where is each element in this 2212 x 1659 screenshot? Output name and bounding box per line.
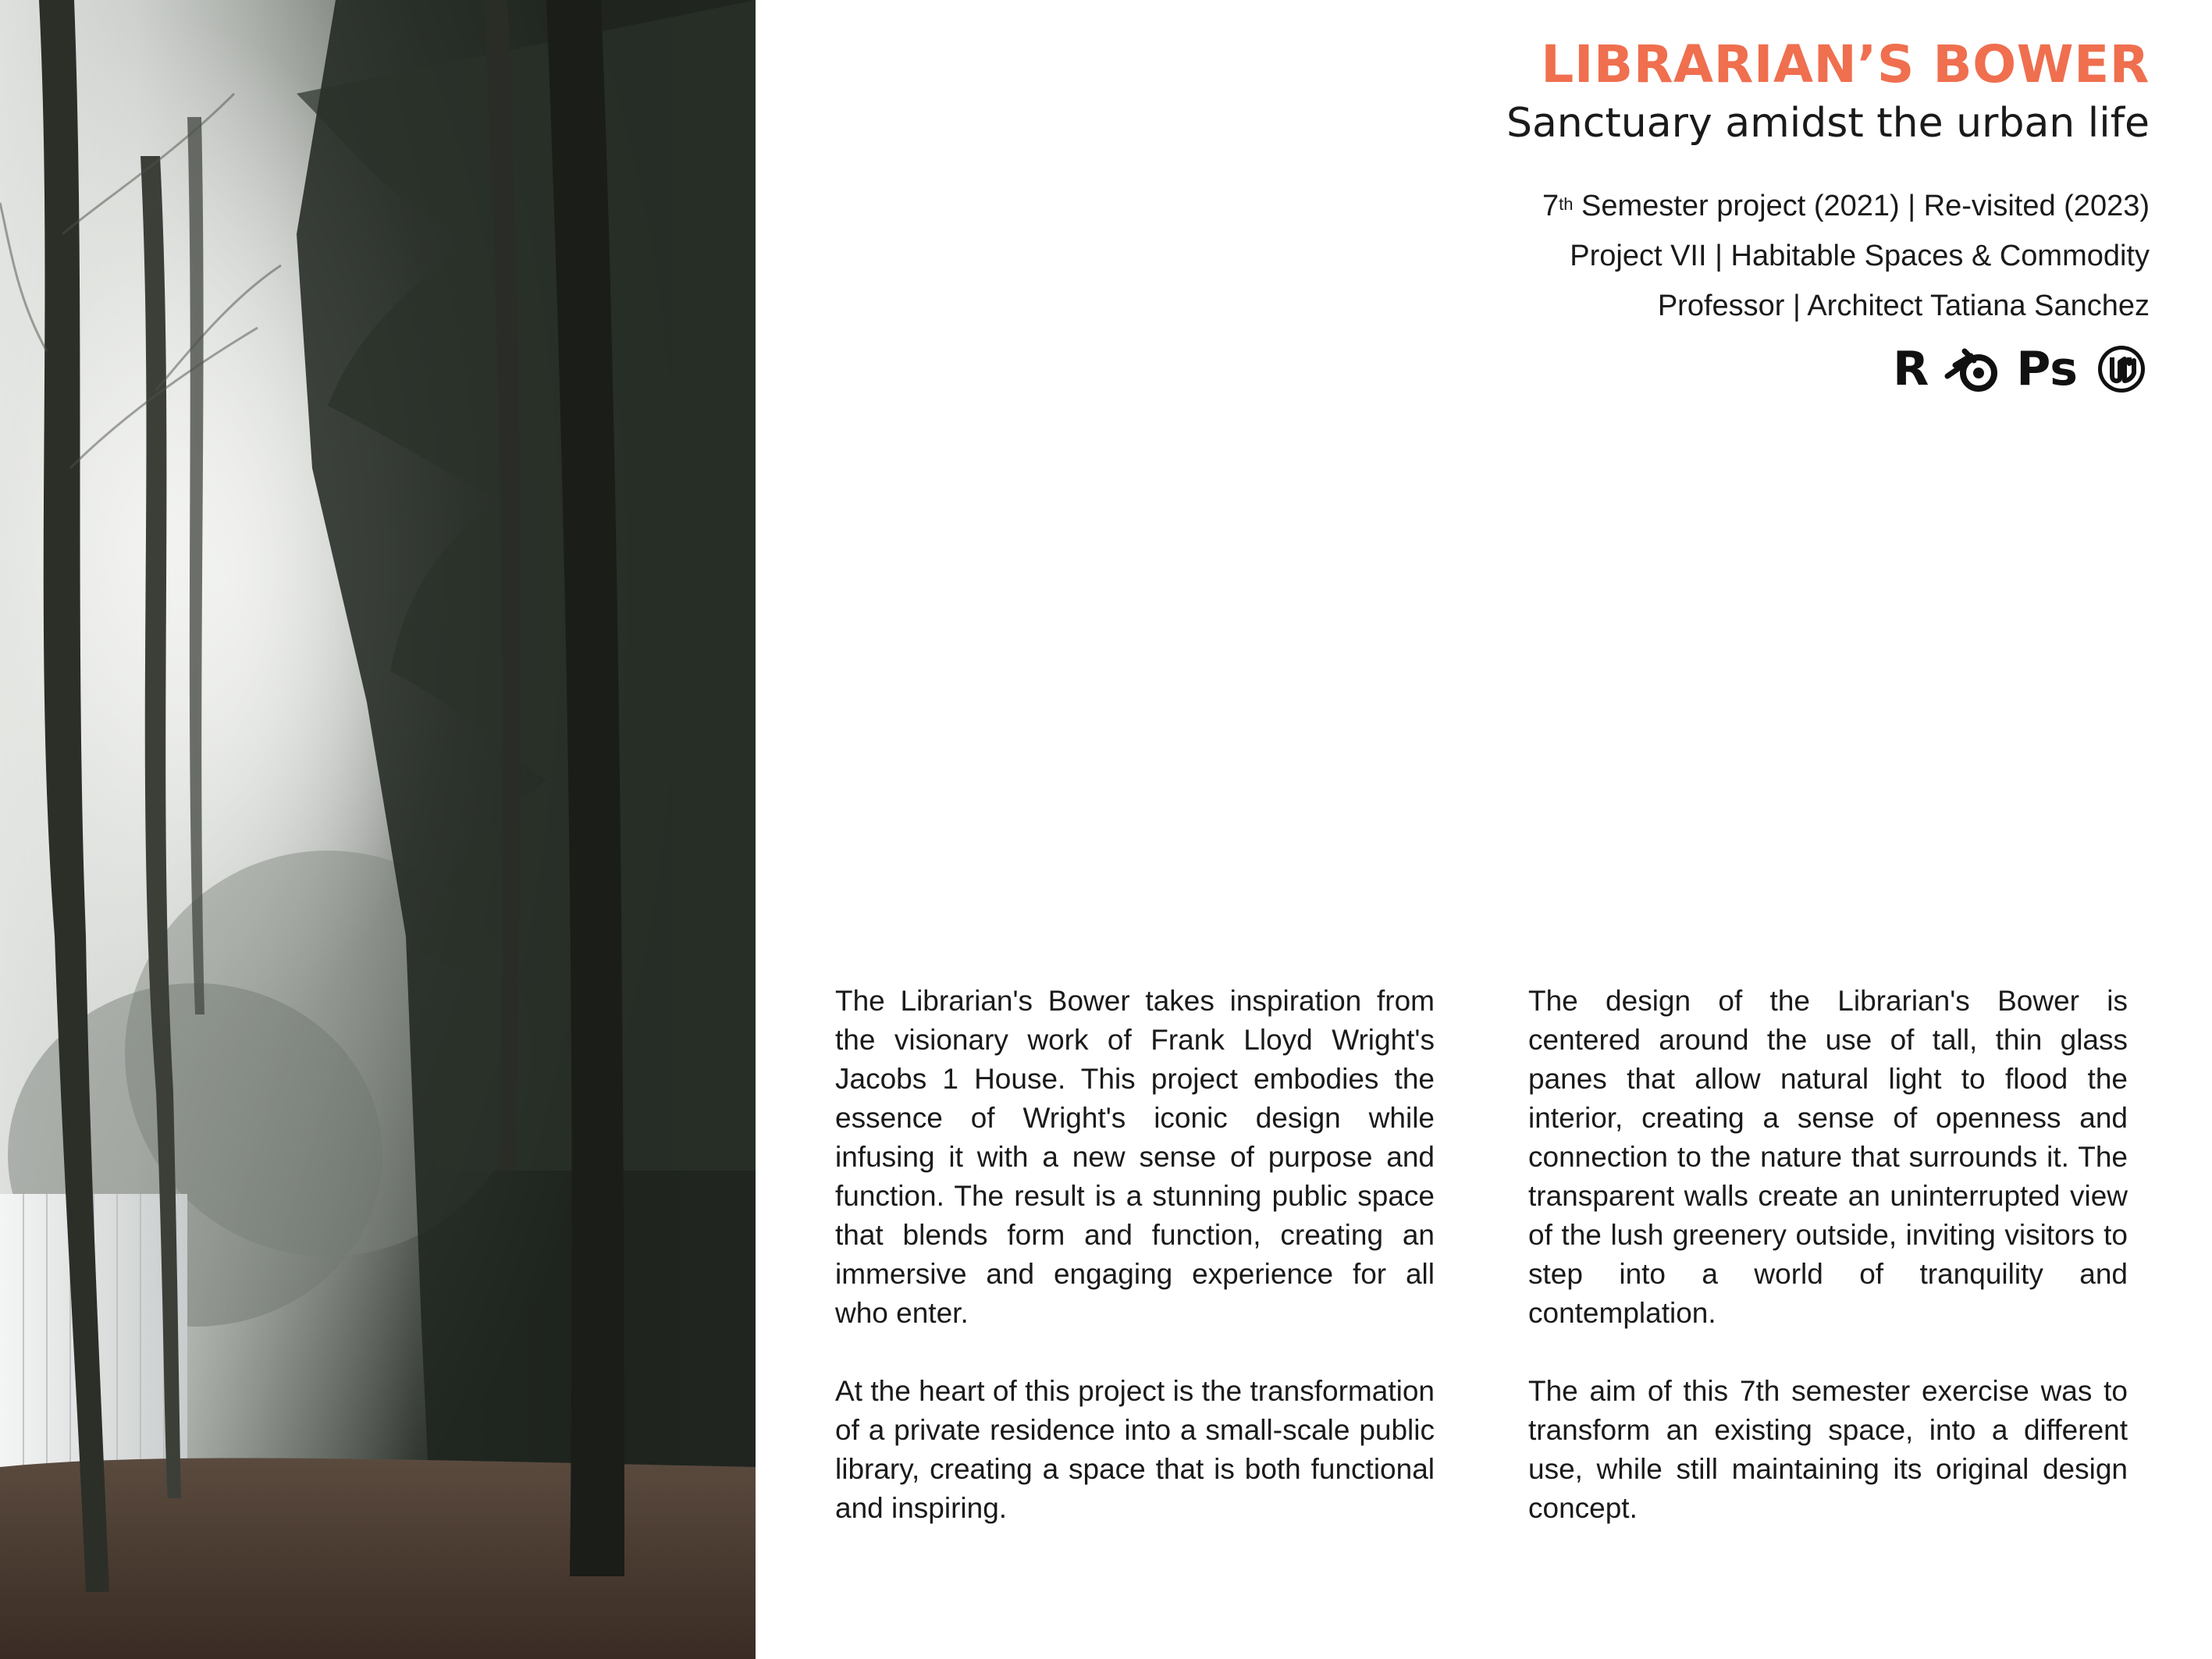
meta-semester-number: 7 — [1542, 190, 1559, 222]
forest-illustration — [0, 0, 756, 1659]
blender-icon — [1944, 342, 2000, 396]
paragraph: The aim of this 7th semester exercise was to transform an existing space, into a different use, while still maintaining its original design concept. — [1528, 1375, 2128, 1524]
photoshop-icon: Ps — [2016, 342, 2078, 396]
page-subtitle: Sanctuary amidst the urban life — [1506, 100, 2150, 147]
meta-project: Project VII | Habitable Spaces & Commodity — [1570, 240, 2150, 272]
forest-photo — [0, 0, 756, 1659]
meta-semester-text: Semester project (2021) | Re-visited (2023) — [1573, 190, 2150, 222]
project-meta — [1506, 181, 2150, 331]
paragraph: At the heart of this project is the transformation of a private residence into a small-scale public library, creating a space that is both functional and inspiring. — [835, 1375, 1435, 1524]
text-column-right — [1528, 982, 2128, 1567]
meta-semester-suffix: th — [1559, 194, 1574, 214]
header-block — [1506, 31, 2150, 396]
text-column-left — [835, 982, 1435, 1567]
rhino-icon: R — [1893, 342, 1929, 396]
paragraph: The design of the Librarian's Bower is centered around the use of tall, thin glass panes that allow natural light to flood the interior, creating a sense of openness and connection to the nature that surrounds it. The transparent walls create an uninterrupted view of the lush greenery outside, inviting visitors to step into a world of tranquility and contemplation. — [1528, 985, 2128, 1329]
unreal-engine-icon — [2093, 342, 2150, 396]
software-icons — [1506, 342, 2150, 396]
paragraph: The Librarian's Bower takes inspiration from the visionary work of Frank Lloyd Wright's Jacobs 1 House. This project embodies the essence of Wright's iconic design while infusing it with a new sense of purpose and function. The result is a stunning public space that blends form and function, creating an immersive and engaging experience for all who enter. — [835, 985, 1435, 1329]
meta-semester — [1506, 181, 2150, 231]
meta-professor: Professor | Architect Tatiana Sanchez — [1657, 290, 2150, 322]
page-title: LIBRARIAN’S BOWER — [1541, 34, 2150, 94]
